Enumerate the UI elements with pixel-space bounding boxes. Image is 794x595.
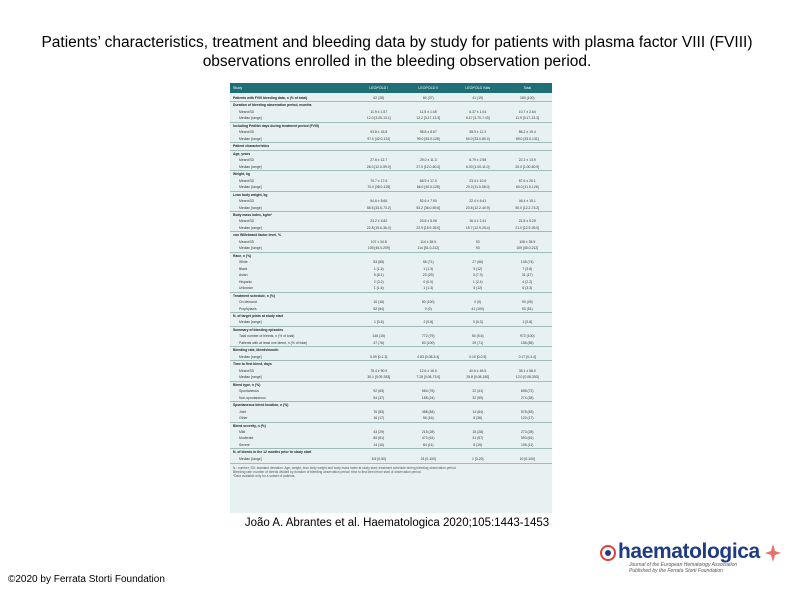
table-cell: 23.2 ± 4.82 <box>370 219 388 224</box>
slide-title: Patients’ characteristics, treatment and bleeding data by study for patients with plasma factor VIII (FVIII) observations enrolled in the bleeding observation period. <box>41 34 753 70</box>
table-cell <box>404 143 454 149</box>
table-cell: 31 (57) <box>472 436 484 441</box>
table-cell: 1 [0-6] <box>522 320 533 325</box>
column-header-study: Study <box>233 86 243 90</box>
table-cell: 20.0 [11.0-58.0] <box>465 185 490 190</box>
table-cell: 106 (11) <box>521 442 534 447</box>
table-cell: 12.6 ± 16.0 <box>419 368 437 373</box>
table-row <box>230 415 552 421</box>
table-cell: 11.9 [3.17-13.3] <box>515 116 539 121</box>
logo-tagline: Journal of the European Hematology Association <box>629 562 738 568</box>
row-label: N. of bleeds in the 12 months prior to study start <box>233 450 312 455</box>
row-label: Mean±SD <box>239 199 255 204</box>
table-row <box>230 326 552 333</box>
table-row <box>230 354 552 360</box>
table-cell: 22 (41) <box>472 389 484 394</box>
table-cell: 114 ± 35.9 <box>420 239 437 244</box>
table-cell: 578 (83) <box>520 409 534 414</box>
table-cell: 22.4 ± 6.41 <box>469 199 487 204</box>
table-row <box>230 164 552 170</box>
footnote-line: Bleeding rate: number of bleeds divided by duration of bleeding observation period; time to first bleed from start of observation period. <box>233 470 422 475</box>
row-label: Mean±SD <box>239 178 255 183</box>
table-cell: 24 [0-100] <box>420 456 436 461</box>
row-label: Moderate <box>239 436 254 441</box>
table-body <box>230 93 552 462</box>
row-label: Median [range] <box>239 354 262 359</box>
table-cell: 84 (11) <box>423 442 434 447</box>
row-label: Other <box>239 416 248 421</box>
table-cell: 5 (12) <box>473 266 483 271</box>
table-cell: 32 (59) <box>472 395 484 400</box>
table-cell: 2 (3.2) <box>373 279 384 284</box>
table-row <box>230 340 552 346</box>
table-row <box>230 360 552 367</box>
table-cell: 23.4 ± 10.6 <box>469 178 487 183</box>
row-label: White <box>239 260 248 265</box>
table-cell: 108 ± 35.5 <box>519 239 536 244</box>
table-row <box>230 142 552 149</box>
table-row <box>230 95 552 101</box>
table-cell: 40.6 ± 45.5 <box>469 368 487 373</box>
row-label: Median [range] <box>239 164 262 169</box>
table-cell: 5.79 ± 2.98 <box>469 158 487 163</box>
table-cell: 1 (1.6) <box>373 286 384 291</box>
table-cell: 188 (24) <box>421 395 435 400</box>
table-cell: 68.9 ± 17.0 <box>419 178 437 183</box>
table-cell: 1 (1.3) <box>423 286 434 291</box>
table-cell: 0 (0.0) <box>423 279 434 284</box>
row-label: Severe <box>239 442 250 447</box>
table-cell: 55.5 [33.5-73.2] <box>366 205 391 210</box>
row-label: Median [range] <box>239 320 262 325</box>
row-label: Including PedNet days during treatment period (FVIII) <box>233 123 319 128</box>
logo-tagline: Published by the Ferrata Storti Foundation <box>629 568 723 574</box>
table-cell: 96 (16) <box>422 416 434 421</box>
table-cell: 473 (61) <box>421 436 435 441</box>
table-cell: 99.0 [53.0-126] <box>416 136 440 141</box>
table-cell: 53.2 [36.0-69.6] <box>416 205 441 210</box>
table-cell: 183 (100) <box>519 96 535 100</box>
table-cell: 62 (28) <box>373 96 385 100</box>
table-cell: 21.8 ± 5.25 <box>518 219 536 224</box>
table-cell: 70.7 ± 17.6 <box>370 178 388 183</box>
table-cell: 12.2 [3.17-13.3] <box>416 116 441 121</box>
table-cell: 5 (8.1) <box>373 273 384 278</box>
row-label: Non-spontaneous <box>239 395 266 400</box>
table-cell: 93 <box>475 246 480 251</box>
table-cell <box>453 143 503 149</box>
table-cell: 21.0 [12.9-39.0] <box>515 225 540 230</box>
table-row <box>230 346 552 353</box>
table-cell: 146 (15) <box>372 334 386 339</box>
table-cell: 16.4 ± 2.41 <box>469 219 487 224</box>
table-cell: 26.0 [12.0-59.0] <box>366 164 391 169</box>
table-row <box>230 374 552 380</box>
table-cell: 31 (17) <box>521 273 533 278</box>
row-label: Mean±SD <box>239 368 255 373</box>
table-cell: 98.8 ± 8.67 <box>419 130 437 135</box>
table-footnote <box>230 463 552 478</box>
table-cell: 0 (0) <box>474 300 482 305</box>
table-cell: 52.6 ± 7.90 <box>419 199 437 204</box>
row-label: Mean±SD <box>239 109 255 114</box>
row-label: Joint <box>239 409 247 414</box>
table-cell: 80 (100) <box>421 340 435 345</box>
table-cell: 114 [51.0-212] <box>417 246 440 251</box>
table-cell: 22.9 [15.9-39.0] <box>416 225 441 230</box>
row-label: Bleed severity, n (%) <box>233 423 266 428</box>
table-row <box>230 306 552 312</box>
table-cell: 29.0 ± 11.3 <box>419 158 437 163</box>
table-cell: 89 (61) <box>373 436 385 441</box>
table-cell: 93 (51) <box>521 306 533 311</box>
table-row <box>230 448 552 455</box>
copyright: ©2020 by Ferrata Storti Foundation <box>8 574 165 585</box>
table-row <box>230 225 552 231</box>
column-header-leopold-1: LEOPOLD I <box>369 86 389 90</box>
table-cell: 273 (28) <box>520 429 534 434</box>
table-cell: 593 (61) <box>520 436 534 441</box>
table-cell: 54.6 ± 8.66 <box>370 199 388 204</box>
table-row <box>230 401 552 408</box>
table-cell: 41 (100) <box>471 306 485 311</box>
table-cell: 22.8 [15.6-36.4] <box>366 225 391 230</box>
logo-wordmark: haematologica <box>618 540 760 563</box>
table-cell: 54 (37) <box>373 395 385 400</box>
table-cell: 76 (83) <box>373 409 385 414</box>
row-label: Bleeding rate, bleeds/month <box>233 348 279 353</box>
table-cell: 6.37 ± 1.04 <box>469 109 487 114</box>
table-row <box>230 245 552 251</box>
table-cell: 105 [45.0-209] <box>367 246 390 251</box>
row-label: Median [range] <box>239 375 262 380</box>
haematologica-logo <box>598 540 788 580</box>
table-cell: 0 (0) <box>424 306 432 311</box>
table-row <box>230 381 552 388</box>
table-cell: 90 (49) <box>521 300 533 305</box>
row-label: Median [range] <box>239 185 262 190</box>
table-cell: 0.83 [0.08-3.4] <box>417 354 440 359</box>
table-cell: 86.2 ± 19.4 <box>518 130 536 135</box>
table-cell: 22.2 ± 13.9 <box>518 158 536 163</box>
row-label: Mean±SD <box>239 158 255 163</box>
row-label: Bleed type, n (%) <box>233 382 261 387</box>
footnote-line: N.: number; SD: standard deviation. Age, weight, lean body weight and body mass index at study start; treatment schedule during bleeding observation period. <box>233 466 457 471</box>
table-cell: 6.47 [3.70-7.43] <box>465 116 490 121</box>
table-cell: 92 (63) <box>373 389 385 394</box>
row-label: von Willebrand factor level, % <box>233 233 282 238</box>
row-label: Median [range] <box>239 225 262 230</box>
row-label: Median [range] <box>239 456 262 461</box>
table-row <box>230 456 552 462</box>
table-cell: 11.5 ± 1.45 <box>419 109 437 114</box>
table-row <box>230 252 552 259</box>
row-label: Mild <box>239 429 246 434</box>
row-label: Body mass index, kg/m² <box>233 212 272 217</box>
table-cell: 50.0 [12.2-73.2] <box>515 205 540 210</box>
table-cell: 2 [0-6] <box>423 320 434 325</box>
row-label: Prophylaxis <box>239 306 257 311</box>
table-row <box>230 442 552 448</box>
citation: João A. Abrantes et al. Haematologica 2020;105:1443-1453 <box>244 517 550 529</box>
foundation-emblem-icon <box>763 542 783 564</box>
table-cell: 584 (76) <box>421 389 435 394</box>
table-row <box>230 115 552 121</box>
table-cell: 1 (1.6) <box>373 266 384 271</box>
table-cell: 35.1 ± 58.0 <box>518 368 536 373</box>
table-cell: 14 (10) <box>373 442 385 447</box>
table-cell: 1 (1.3) <box>423 266 434 271</box>
journal-logo-icon <box>598 542 618 564</box>
table-cell: 120 (17) <box>520 416 534 421</box>
table-cell: 5 (12) <box>473 286 483 291</box>
table-cell: 93.8 ± 15.8 <box>370 130 388 135</box>
table-cell: 156 (85) <box>520 340 534 345</box>
table-row <box>230 422 552 429</box>
row-label: N. of target joints at study start <box>233 314 284 318</box>
table-cell: 8 (36) <box>473 416 483 421</box>
row-label: Mean±SD <box>239 239 255 244</box>
table-row <box>230 211 552 218</box>
row-label: Weight, kg <box>233 172 251 177</box>
table-cell: 89.0 [33.0-131] <box>515 136 539 141</box>
row-label: Median [range] <box>239 136 262 141</box>
table-cell: 109 [45.0-212] <box>516 246 539 251</box>
table-cell: 772 (79) <box>421 334 435 339</box>
table-cell: 8 (15) <box>473 442 483 447</box>
table-row <box>230 122 552 129</box>
table-cell: 107 ± 34.8 <box>370 239 387 244</box>
table-cell: 1 [0-6] <box>373 320 384 325</box>
table-cell: 30.1 [0.09-353] <box>367 375 391 380</box>
row-label: Spontaneous <box>239 389 259 394</box>
row-label: Patients with at least one bleed, n (% of total) <box>239 340 308 345</box>
row-label: Median [range] <box>239 246 262 251</box>
table-cell: 58.9 ± 11.3 <box>469 130 487 135</box>
row-label: Patients with FVIII bleeding data, n (% of total) <box>233 96 308 100</box>
table-cell: 27 (66) <box>472 260 484 265</box>
column-header-leopold-2: LEOPOLD II <box>418 86 439 90</box>
table-cell: 93 <box>475 239 480 244</box>
table-cell: 53 (85) <box>373 260 385 265</box>
table-cell: 80 (37) <box>422 96 434 100</box>
table-cell: 0 [0-3] <box>472 320 483 325</box>
table-cell: 66.0 [40.0-126] <box>416 185 440 190</box>
table-cell: 0.10 [0-0.5] <box>469 354 487 359</box>
table-cell: 488 (84) <box>421 409 435 414</box>
table-cell: 15.7 [12.9-25.4] <box>465 225 490 230</box>
table-row <box>230 285 552 291</box>
table-row <box>230 292 552 299</box>
table-cell: 6.00 [1.00-11.0] <box>465 164 490 169</box>
table-row <box>230 170 552 177</box>
table-header <box>230 83 552 93</box>
table-cell: 3 (7.3) <box>472 273 483 278</box>
table-row <box>230 101 552 108</box>
table-row <box>230 184 552 190</box>
table-cell: 698 (72) <box>520 389 534 394</box>
table-cell: 41 (19) <box>472 96 484 100</box>
row-label: Spontaneous bleed location, n (%) <box>233 403 289 408</box>
table-cell: 25.8 [0.08-180] <box>466 375 490 380</box>
table-cell: 27.0 [12.0-60.0] <box>416 164 441 169</box>
table-cell: 23 (29) <box>422 273 434 278</box>
row-label: Treatment schedule, n (%) <box>233 293 276 298</box>
row-label: Summary of bleeding episodes <box>233 327 284 332</box>
table-cell: 10 (16) <box>373 300 385 305</box>
table-cell: 43 (29) <box>373 429 385 434</box>
row-label: Total number of bleeds, n (% of total) <box>239 334 295 339</box>
row-label: Duration of bleeding observation period, months <box>233 103 312 108</box>
table-cell: 52 (84) <box>373 306 385 311</box>
table-cell: 14 (64) <box>472 409 484 414</box>
row-label: Patient characteristics <box>233 144 270 149</box>
table-cell: 29 (71) <box>472 340 484 345</box>
table-cell: 7 (3.8) <box>522 266 533 271</box>
row-label: Median [range] <box>239 116 262 121</box>
table-cell: 4 (2.2) <box>522 279 533 284</box>
table-row <box>230 319 552 325</box>
table-cell: 6 (3.3) <box>522 286 533 291</box>
row-label: Unknown <box>239 286 254 291</box>
table-cell: 7.28 [0.08-73.0] <box>416 375 441 380</box>
row-label: Race, n (%) <box>233 253 252 258</box>
table-cell: 80 (100) <box>421 300 435 305</box>
table-row <box>230 150 552 157</box>
table-cell: 1 [0-20] <box>472 456 484 461</box>
table-cell: 15 (28) <box>472 429 484 434</box>
table-cell <box>354 143 404 149</box>
table-cell: 47 (76) <box>373 340 385 345</box>
table-cell: 0.17 [0-3.4] <box>518 354 536 359</box>
row-label: Asian <box>239 273 248 278</box>
table-row <box>230 205 552 211</box>
row-label: Time to first bleed, days <box>233 362 272 367</box>
table-cell: 135 (74) <box>520 260 534 265</box>
table-cell: 23.8 ± 5.06 <box>419 219 437 224</box>
table-cell: 55 (71) <box>422 260 434 265</box>
table-cell: 97.0 [42.0-131] <box>367 136 391 141</box>
table-cell: 12.0 [3.25-13.1] <box>366 116 391 121</box>
table-cell: 215 (28) <box>421 429 435 434</box>
table-cell <box>503 143 553 149</box>
table-cell: 274 (28) <box>520 395 534 400</box>
row-label: Mean±SD <box>239 130 255 135</box>
table-cell: 46.4 ± 15.1 <box>518 199 536 204</box>
table-cell: 57.6 ± 25.1 <box>518 178 536 183</box>
row-label: Mean±SD <box>239 219 255 224</box>
table-cell: 54.0 [33.0-80.0] <box>465 136 490 141</box>
table-cell: 60.0 [11.0-126] <box>515 185 539 190</box>
table-cell: 1 (2.4) <box>472 279 483 284</box>
table-row <box>230 136 552 142</box>
row-label: Lean body weight, kg <box>233 192 268 197</box>
row-label: Age, years <box>233 151 251 156</box>
table-cell: 54 (5.6) <box>471 334 484 339</box>
table-cell: 0.09 [0-1.3] <box>370 354 388 359</box>
table-row <box>230 312 552 319</box>
row-label: Hispanic <box>239 279 253 284</box>
column-header-total: Total <box>523 86 532 90</box>
table-cell: 11.9 ± 1.57 <box>370 109 388 114</box>
table-cell: 10 [0-100] <box>519 456 535 461</box>
row-label: On demand <box>239 300 257 305</box>
table-cell: 75.4 ± 90.9 <box>370 368 388 373</box>
footnote-line: *Data available only for a subset of patients. <box>233 474 296 479</box>
table-cell: 5.5 [0-50] <box>371 456 386 461</box>
column-header-leopold-kids: LEOPOLD Kids <box>465 86 491 90</box>
table-row <box>230 191 552 198</box>
table-cell: 10.7 ± 2.64 <box>518 109 536 114</box>
table-cell: 20.0 [1.00-60.0] <box>515 164 540 169</box>
table-cell: 70.0 [38.0-125] <box>367 185 391 190</box>
data-table <box>230 83 552 513</box>
row-label: Median [range] <box>239 205 262 210</box>
table-cell: 20.8 [12.2-40.9] <box>465 205 490 210</box>
table-cell: 972 (100) <box>519 334 535 339</box>
table-cell: 12.0 [0.08-353] <box>515 375 539 380</box>
table-row <box>230 231 552 238</box>
table-cell: 16 (17) <box>373 416 385 421</box>
table-row <box>230 395 552 401</box>
table-cell: 27.6 ± 12.7 <box>370 158 388 163</box>
row-label: Black <box>239 266 248 271</box>
